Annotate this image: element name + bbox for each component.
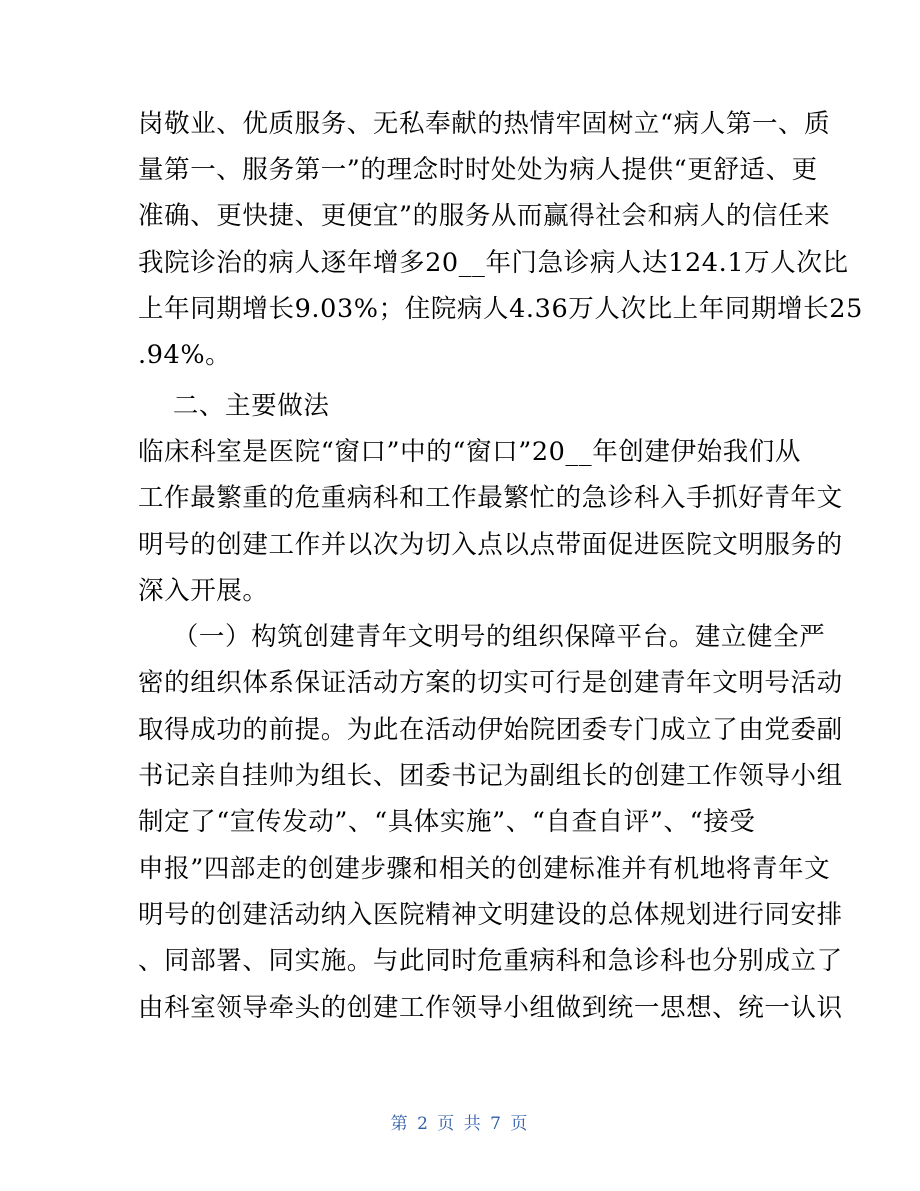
text-line: 申报”四部走的创建步骤和相关的创建标准并有机地将青年文 xyxy=(138,854,831,884)
text-line: 明号的创建活动纳入医院精神文明建设的总体规划进行同安排 xyxy=(138,900,843,930)
text-line: 我院诊治的病人逐年增多20__年门急诊病人达124.1万人次比 xyxy=(138,248,849,278)
text-line: 制定了“宣传发动”、“具体实施”、“自查自评”、“接受 xyxy=(138,807,756,837)
text-line: 密的组织体系保证活动方案的切实可行是创建青年文明号活动 xyxy=(138,668,843,698)
text-line: .94%。 xyxy=(138,340,232,370)
text-line: 准确、更快捷、更便宜”的服务从而赢得社会和病人的信任来 xyxy=(138,201,831,231)
text-line: 取得成功的前提。为此在活动伊始院团委专门成立了由党委副 xyxy=(138,715,843,745)
text-line: 临床科室是医院“窗口”中的“窗口”20__年创建伊始我们从 xyxy=(138,437,801,467)
text-line: 书记亲自挂帅为组长、团委书记为副组长的创建工作领导小组 xyxy=(138,761,843,791)
text-line: 由科室领导牵头的创建工作领导小组做到统一思想、统一认识 xyxy=(138,993,843,1023)
section-heading: 二、主要做法 xyxy=(138,391,330,421)
page-number-footer: 第 2 页 共 7 页 xyxy=(390,1114,530,1134)
text-line: 明号的创建工作并以次为切入点以点带面促进医院文明服务的 xyxy=(138,530,843,560)
text-line: 岗敬业、优质服务、无私奉献的热情牢固树立“病人第一、质 xyxy=(138,109,831,139)
text-line: 工作最繁重的危重病科和工作最繁忙的急诊科入手抓好青年文 xyxy=(138,483,843,513)
text-line: 量第一、服务第一”的理念时时处处为病人提供“更舒适、更 xyxy=(138,155,818,185)
text-line: 深入开展。 xyxy=(138,576,269,606)
text-line: 上年同期增长9.03%；住院病人4.36万人次比上年同期增长25 xyxy=(138,294,863,324)
text-line: （一）构筑创建青年文明号的组织保障平台。建立健全严 xyxy=(138,622,826,652)
text-line: 、同部署、同实施。与此同时危重病科和急诊科也分别成立了 xyxy=(138,946,843,976)
